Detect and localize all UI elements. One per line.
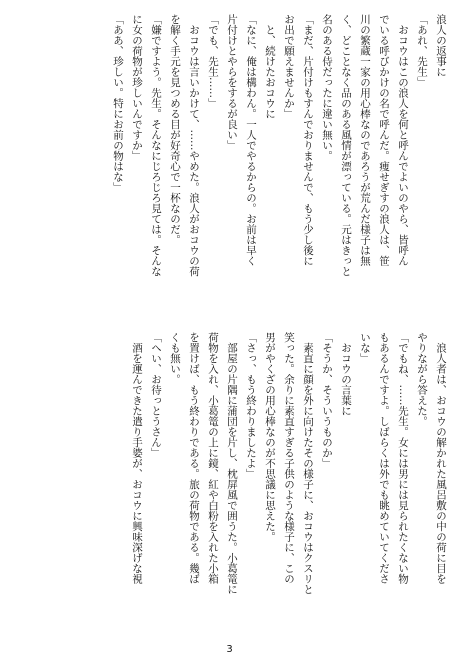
- text-line: 「でもね、……先生。女には男には見られたくない物: [397, 332, 409, 584]
- text-line: 浪人者は、おコウの解かれた風呂敷の中の荷に目を: [435, 332, 447, 584]
- text-line: 酒を運んできた遣り手婆が、おコウに興味深げな視: [131, 332, 143, 584]
- text-line: 「そうか、そういうものか」: [321, 332, 333, 469]
- text-line: 笑った。余りに素直すぎる子供のような様子に、この: [283, 332, 295, 584]
- text-line: もあるんですよ。しばらくは外でも眺めていてくださ: [378, 332, 390, 584]
- text-line: 「なに、俺は構わん。一人でやるからの。お前は早く: [245, 14, 257, 266]
- text-line: 「でも、先生……」: [207, 14, 219, 109]
- text-line: 名のある侍だったに違い無い。: [321, 14, 333, 161]
- page-number: 3: [226, 644, 233, 655]
- text-line: 男がやくざの用心棒なのが不思議に思えた。: [264, 332, 276, 542]
- text-line: 「嫌ですよう。先生。そんなにじろじろ見ては。そんな: [150, 14, 162, 277]
- text-line: いな」: [359, 332, 371, 364]
- text-line: 「ああ、珍しい。特にお前の物はな」: [112, 14, 124, 193]
- text-line: 素直に顔を外に向けたその様子に、おコウはクスリと: [302, 332, 314, 595]
- text-line: 部屋の片隅に蒲団を片し、枕屏風で囲うた。小葛篭に: [226, 332, 238, 595]
- text-line: おコウの言葉に: [340, 332, 352, 416]
- text-line: く、どことなく品のある風情が漂っている。元はきっと: [340, 14, 352, 277]
- text-line: 片付けとやらをするが良い」: [226, 14, 238, 151]
- text-line: 浪人の返事に: [435, 14, 447, 77]
- text-line: を置けば、もう終わりである。旅の荷物である。幾ば: [188, 332, 200, 584]
- text-line: 荷物を入れ、小葛篭の上に鏡、紅や白粉を入れた小箱: [207, 332, 219, 584]
- text-line: を解く手元を見つめる目が好奇心で一杯なのだ。: [169, 14, 181, 245]
- text-line: 「さっ、もう終わりましたよ」: [245, 332, 257, 479]
- text-line: お出で願えませんか」: [283, 14, 295, 119]
- text-line: 川の繁蔵一家の用心棒なのであろうが荒んだ様子は無: [359, 14, 371, 266]
- text-block-upper: [10, 14, 450, 304]
- text-block-lower: [10, 332, 450, 632]
- text-line: くも無い。: [169, 332, 181, 385]
- text-line: でいる呼びかけの名で呼んだ。痩せぎすの浪人は、笹: [378, 14, 390, 266]
- text-line: 「あれ、先生」: [416, 14, 428, 88]
- text-line: 「へい、お待っとうさん」: [150, 332, 162, 458]
- text-line: やりながら答えた。: [416, 332, 428, 427]
- text-line: おコウは言いかけて、……やめた。浪人がおコウの荷: [188, 14, 200, 277]
- text-line: おコウはこの浪人を何と呼んでよいのやら、皆呼ん: [397, 14, 409, 266]
- text-line: と、続けたおコウに: [264, 14, 276, 119]
- text-line: に女の荷物が珍しいんですか」: [131, 14, 143, 161]
- text-line: 「まだ、片付けもすんでおりませんで、もう少し後に: [302, 14, 314, 266]
